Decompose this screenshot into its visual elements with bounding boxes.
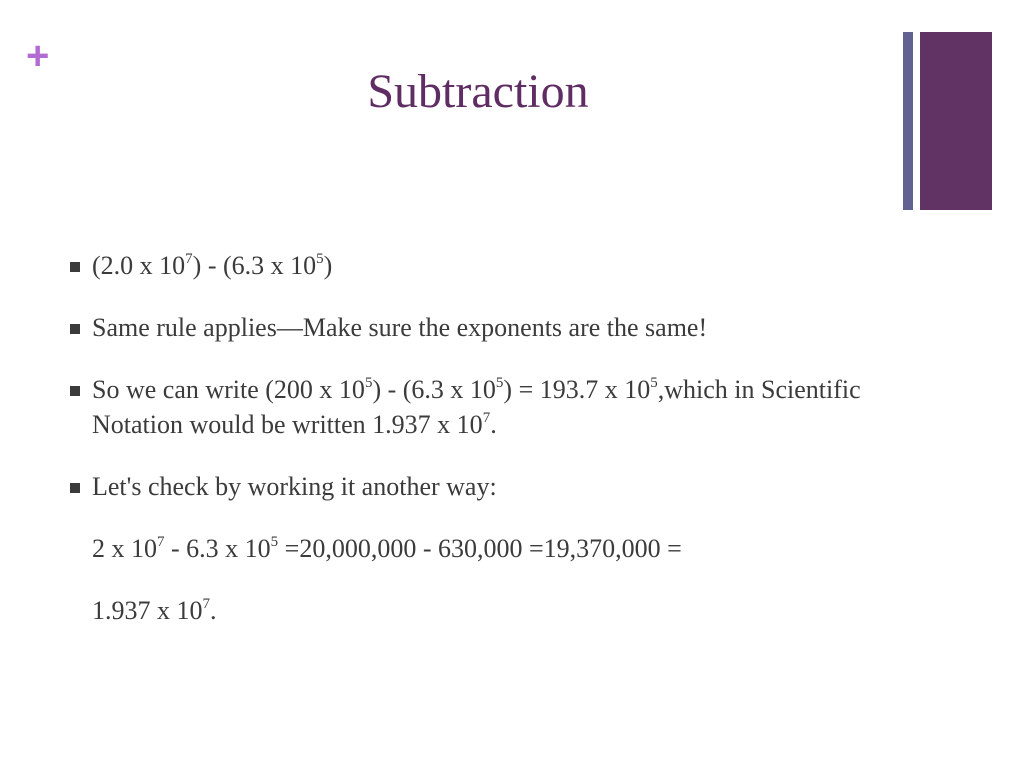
bullet-square-icon [70, 386, 80, 396]
bullet-text: ) [323, 251, 333, 280]
bullet-item [68, 469, 948, 504]
slide-title: Subtraction [367, 65, 589, 118]
exponent: 5 [650, 375, 658, 391]
bullet-item [68, 248, 948, 283]
plus-icon: + [26, 34, 50, 78]
bullet-text: ) - (6.3 x 10 [192, 251, 317, 280]
exponent: 7 [157, 534, 165, 550]
work-line [68, 531, 948, 566]
work-text: 2 x 10 [92, 534, 157, 563]
work-text: - 6.3 x 10 [164, 534, 271, 563]
bullet-text: Let's check by working it another way: [92, 472, 497, 501]
exponent: 5 [495, 375, 504, 391]
bullet-text: So we can write (200 x 10 [92, 375, 365, 404]
exponent: 5 [270, 534, 279, 550]
exponent: 7 [185, 251, 193, 267]
work-text: =20,000,000 - 630,000 =19,370,000 = [278, 534, 682, 563]
bullet-square-icon [70, 262, 80, 272]
bullet-text: . [490, 410, 497, 439]
bullet-text: ,which in Scientific Notation would be written 1.937 x 10 [92, 375, 861, 439]
bullet-item [68, 310, 948, 345]
bullet-square-icon [70, 483, 80, 493]
accent-bar-thick [920, 32, 992, 210]
exponent: 5 [316, 251, 324, 267]
slide-content [68, 248, 948, 655]
work-text: 1.937 x 10 [92, 596, 203, 625]
bullet-text: ) = 193.7 x 10 [503, 375, 651, 404]
bullet-text: ) - (6.3 x 10 [372, 375, 496, 404]
work-text: . [210, 596, 217, 625]
work-line [68, 593, 948, 628]
accent-bar-thin [903, 32, 913, 210]
exponent: 5 [364, 375, 373, 391]
bullet-text: (2.0 x 10 [92, 251, 186, 280]
exponent: 7 [482, 410, 491, 426]
bullet-text: Same rule applies—Make sure the exponents are the same! [92, 313, 708, 342]
bullet-square-icon [70, 324, 80, 334]
exponent: 7 [202, 596, 210, 612]
bullet-item [68, 372, 948, 442]
